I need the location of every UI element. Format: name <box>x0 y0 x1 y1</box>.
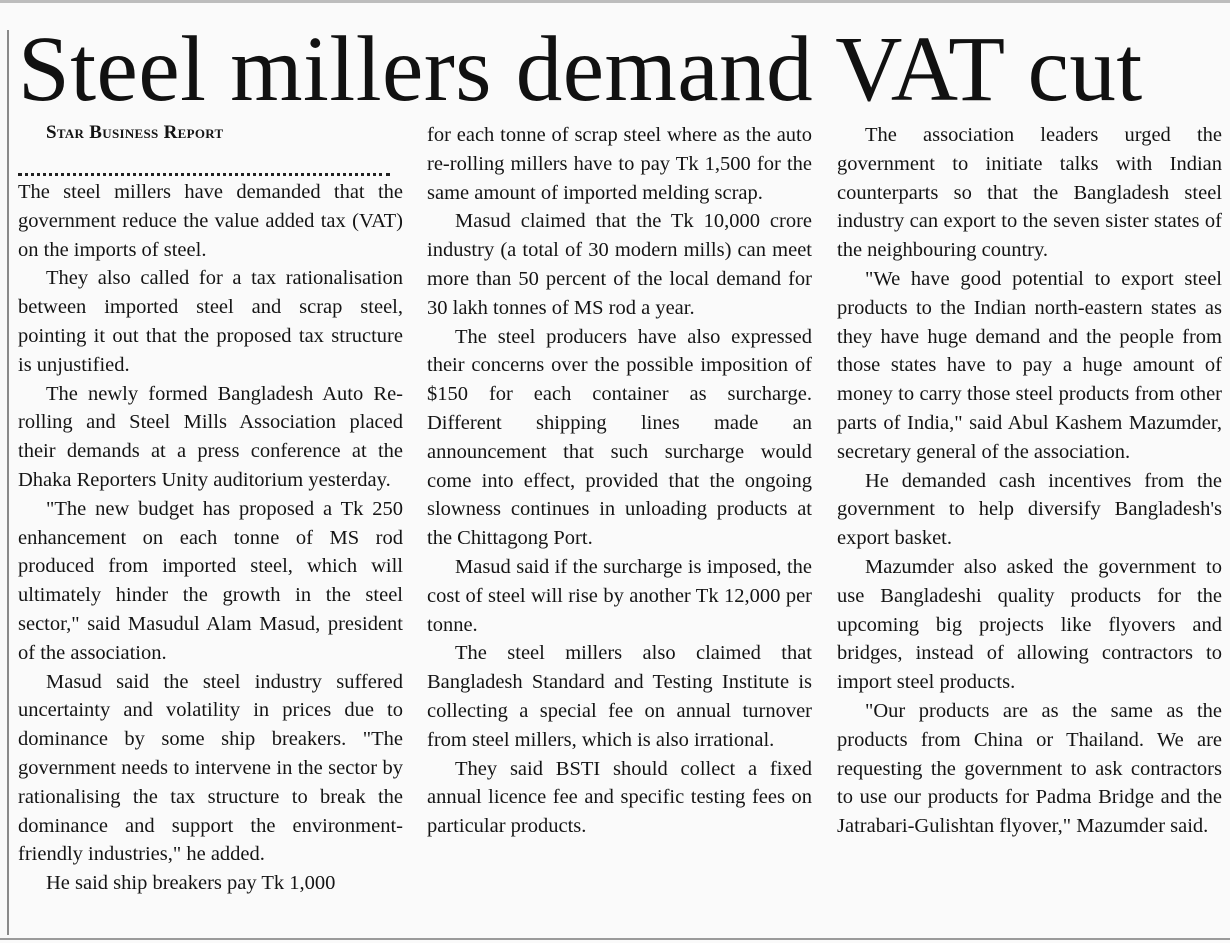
top-border <box>0 0 1230 3</box>
article-paragraph: He demanded cash incentives from the government to help diversify Bangladesh's export basket. <box>837 469 1222 550</box>
article-paragraph: The steel millers also claimed that Bangladesh Standard and Testing Institute is collecting a special fee on annual turnover from steel millers, which is also irrational. <box>427 642 812 751</box>
article-paragraph: They said BSTI should collect a fixed annual licence fee and specific testing fees on particular products. <box>427 757 812 838</box>
article-paragraph: The association leaders urged the government to initiate talks with Indian counterparts so that the Bangladesh steel industry can export to the seven sister states of the neighbouring country. <box>837 124 1222 262</box>
byline: Star Business Report <box>46 122 224 143</box>
article-headline: Steel millers demand VAT cut <box>18 18 1143 121</box>
article-paragraph: The steel millers have demanded that the government reduce the value added tax (VAT) on the imports of steel. <box>18 181 403 261</box>
article-paragraph: "Our products are as the same as the products from China or Thailand. We are requesting the government to ask contractors to use our products for Padma Bridge and the Jatrabari-Gulishtan flyover," Mazumder said. <box>837 699 1222 838</box>
article-paragraph: He said ship breakers pay Tk 1,000 <box>46 872 336 895</box>
article-column-3 <box>837 121 1222 841</box>
article-paragraph: "We have good potential to export steel products to the Indian north-eastern states as they have huge demand and the people from those states have to pay a huge amount of money to carry those steel products from other parts of India," said Abul Kashem Mazumder, secretary general of the association. <box>837 267 1222 463</box>
left-column-rule <box>7 30 9 935</box>
bottom-border <box>0 938 1230 940</box>
article-paragraph: The newly formed Bangladesh Auto Re-rolling and Steel Mills Association placed their demands at a press conference at the Dhaka Reporters Unity auditorium yesterday. <box>18 382 403 491</box>
article-column-2 <box>427 121 812 841</box>
article-paragraph: The steel producers have also expressed their concerns over the possible imposition of $150 for each container as surcharge. Different shipping lines made an announcement that such surcharge would come into effect, provided that the ongoing slowness continues in unloading products at the Chittagong Port. <box>427 325 812 550</box>
article-paragraph: Mazumder also asked the government to use Bangladeshi quality products for the upcoming big projects like flyovers and bridges, instead of allowing contractors to import steel products. <box>837 555 1222 694</box>
article-paragraph: Masud said if the surcharge is imposed, the cost of steel will rise by another Tk 12,000 per tonne. <box>427 555 812 636</box>
dotted-separator <box>18 146 390 176</box>
article-paragraph: Masud claimed that the Tk 10,000 crore industry (a total of 30 modern mills) can meet more than 50 percent of the local demand for 30 lakh tonnes of MS rod a year. <box>427 210 812 319</box>
article-column-1 <box>18 120 403 898</box>
article-paragraph: Masud said the steel industry suffered uncertainty and volatility in prices due to dominance by some ship breakers. "The government needs to intervene in the sector by rationalising the tax structure to break the dominance and support the environment-friendly industries," he added. <box>18 670 403 866</box>
article-paragraph: They also called for a tax rationalisation between imported steel and scrap steel, pointing it out that the proposed tax structure is unjustified. <box>18 267 403 376</box>
article-paragraph: for each tonne of scrap steel where as the auto re-rolling millers have to pay Tk 1,500 for the same amount of imported melding scrap. <box>427 124 812 204</box>
article-paragraph: "The new budget has proposed a Tk 250 enhancement on each tonne of MS rod produced from imported steel, which will ultimately hinder the growth in the steel sector," said Masudul Alam Masud, president of the association. <box>18 497 403 664</box>
